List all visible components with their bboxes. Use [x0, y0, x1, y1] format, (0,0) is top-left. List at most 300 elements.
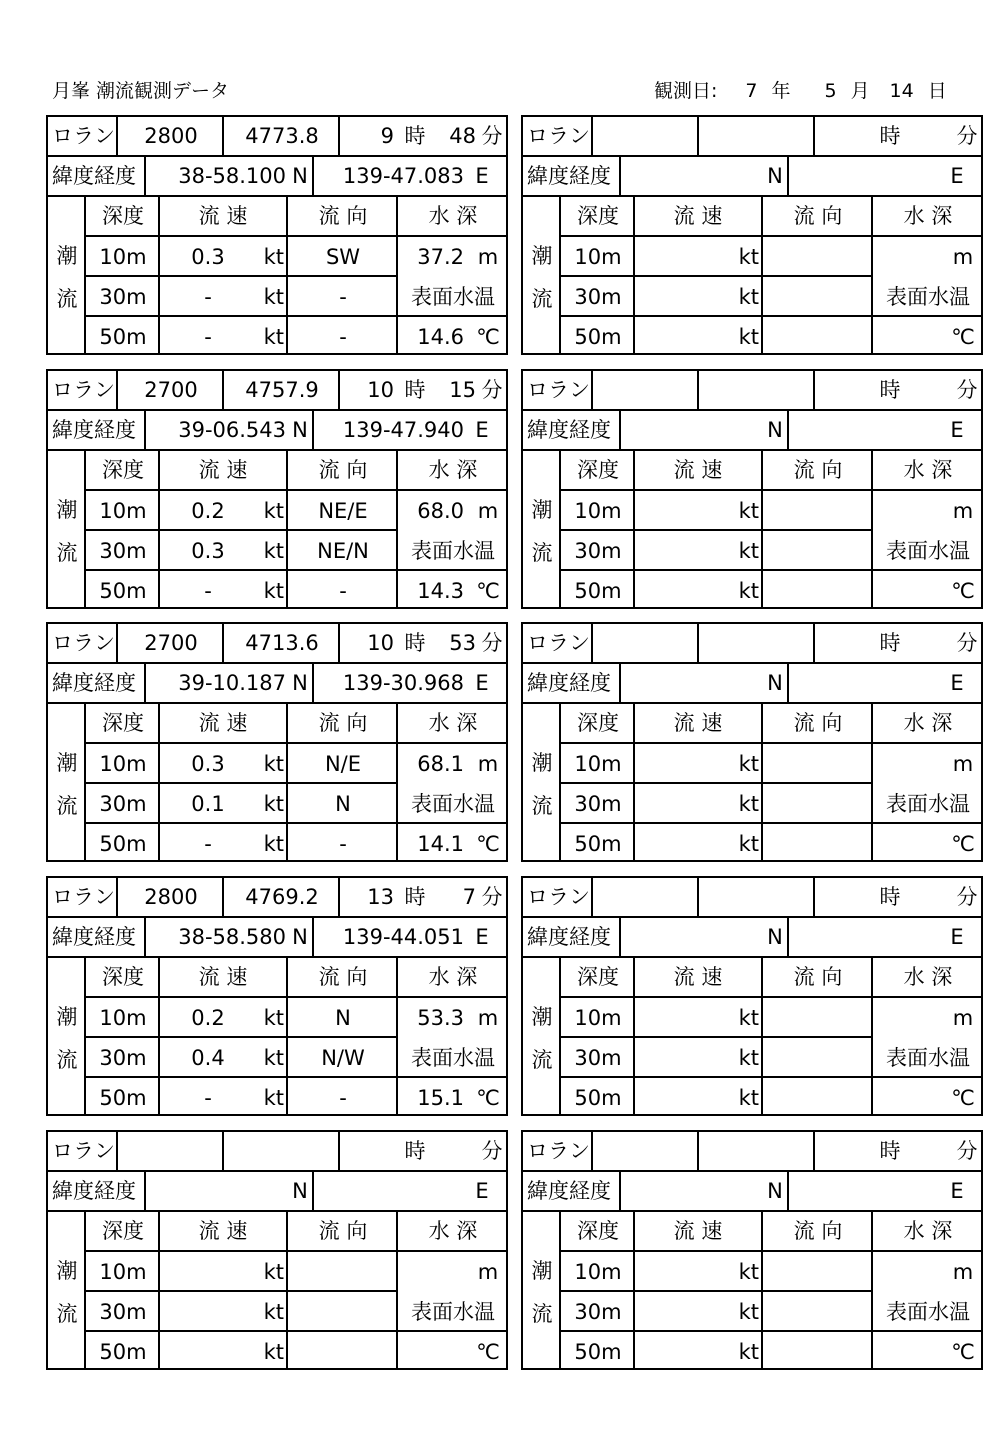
time-minute: 7	[462, 885, 476, 909]
longitude-value	[789, 411, 939, 449]
east-label: E	[950, 164, 964, 188]
direction-10m	[763, 744, 873, 784]
kt-unit-10m: kt	[263, 1260, 284, 1284]
tide-label-2: 流	[56, 287, 78, 311]
minute-label: 分	[956, 378, 978, 402]
time-hour: 9	[380, 124, 394, 148]
loran-value-2: 4769.2	[245, 885, 319, 909]
direction-10m: N/E	[324, 752, 362, 776]
east-label: E	[475, 418, 489, 442]
depth-10m-label: 10m	[99, 1260, 147, 1284]
water-depth-header: 水 深	[903, 1219, 953, 1243]
minute-label: 分	[481, 885, 503, 909]
loran-value-2: 4773.8	[245, 124, 319, 148]
loran-value-2	[699, 371, 815, 409]
tide-label-2: 流	[531, 541, 553, 565]
loran-label: ロラン	[527, 631, 590, 655]
meter-unit: m	[952, 1260, 974, 1284]
kt-unit-30m: kt	[263, 285, 284, 309]
direction-50m	[763, 571, 873, 611]
depth-50m-label: 50m	[574, 579, 622, 603]
longitude-value: 139-47.940	[342, 418, 464, 442]
speed-10m	[633, 744, 733, 784]
loran-label: ロラン	[52, 124, 115, 148]
surface-temp-label: 表面水温	[886, 285, 970, 309]
loran-label: ロラン	[52, 378, 115, 402]
north-label: N	[767, 671, 783, 695]
east-label: E	[475, 671, 489, 695]
speed-30m	[633, 531, 733, 571]
time-hour	[815, 1132, 869, 1170]
water-depth-header: 水 深	[428, 1219, 478, 1243]
direction-header: 流 向	[318, 711, 368, 735]
surface-temp-label: 表面水温	[886, 539, 970, 563]
kt-unit-50m: kt	[263, 325, 284, 349]
east-label: E	[950, 418, 964, 442]
observation-card	[521, 876, 983, 1116]
latitude-value	[619, 918, 761, 956]
latlon-label: 緯度経度	[527, 164, 611, 188]
direction-30m	[763, 1292, 873, 1332]
kt-unit-50m: kt	[738, 579, 759, 603]
depth-10m-label: 10m	[574, 499, 622, 523]
latlon-label: 緯度経度	[52, 1179, 136, 1203]
depth-10m-label: 10m	[99, 499, 147, 523]
direction-header: 流 向	[793, 711, 843, 735]
north-label: N	[292, 925, 308, 949]
meter-unit: m	[477, 1006, 499, 1030]
surface-temp-label: 表面水温	[411, 539, 495, 563]
time-hour	[340, 1132, 394, 1170]
kt-unit-10m: kt	[738, 1006, 759, 1030]
east-label: E	[950, 671, 964, 695]
hour-label: 時	[404, 1139, 426, 1163]
depth-header: 深度	[102, 204, 144, 228]
surface-temp-value: 14.6	[417, 325, 464, 349]
water-depth-header: 水 深	[903, 711, 953, 735]
north-label: N	[292, 1179, 308, 1203]
east-label: E	[475, 925, 489, 949]
direction-50m: -	[339, 579, 347, 603]
kt-unit-10m: kt	[263, 245, 284, 269]
east-label: E	[475, 164, 489, 188]
loran-value-1	[118, 1132, 224, 1170]
latitude-value	[619, 157, 761, 195]
depth-30m-label: 30m	[99, 792, 147, 816]
observation-card	[521, 115, 983, 355]
depth-header: 深度	[577, 1219, 619, 1243]
depth-header: 深度	[577, 711, 619, 735]
water-depth-value	[873, 237, 939, 277]
speed-30m	[633, 1038, 733, 1078]
speed-30m	[158, 1292, 258, 1332]
direction-10m	[763, 491, 873, 531]
time-minute	[905, 1132, 951, 1170]
hour-label: 時	[879, 124, 901, 148]
loran-value-2: 4713.6	[245, 631, 319, 655]
latlon-label: 緯度経度	[527, 418, 611, 442]
celsius-unit: ℃	[951, 1340, 975, 1364]
latitude-value: 39-10.187	[178, 671, 286, 695]
speed-header: 流 速	[673, 458, 723, 482]
depth-30m-label: 30m	[99, 1046, 147, 1070]
speed-10m: 0.3	[191, 245, 225, 269]
meter-unit: m	[477, 245, 499, 269]
depth-30m-label: 30m	[99, 1300, 147, 1324]
depth-50m-label: 50m	[574, 832, 622, 856]
direction-30m: N/W	[321, 1046, 365, 1070]
loran-label: ロラン	[527, 124, 590, 148]
direction-10m: SW	[325, 245, 361, 269]
latlon-label: 緯度経度	[52, 925, 136, 949]
direction-10m	[763, 998, 873, 1038]
loran-label: ロラン	[52, 885, 115, 909]
depth-50m-label: 50m	[99, 325, 147, 349]
date-label: 観測日:	[654, 80, 718, 102]
observation-card	[521, 369, 983, 609]
observation-card	[46, 876, 508, 1116]
celsius-unit: ℃	[476, 1086, 500, 1110]
minute-label: 分	[956, 631, 978, 655]
loran-value-2	[699, 878, 815, 916]
speed-30m	[633, 784, 733, 824]
direction-header: 流 向	[793, 1219, 843, 1243]
page-title: 月峯 潮流観測データ	[52, 80, 230, 102]
tide-label-2: 流	[56, 1048, 78, 1072]
depth-50m-label: 50m	[99, 579, 147, 603]
water-depth-header: 水 深	[903, 965, 953, 989]
water-depth-value: 37.2	[417, 245, 464, 269]
speed-header: 流 速	[673, 965, 723, 989]
north-label: N	[767, 1179, 783, 1203]
tide-label-2: 流	[56, 794, 78, 818]
water-depth-value	[873, 998, 939, 1038]
celsius-unit: ℃	[476, 325, 500, 349]
depth-50m-label: 50m	[99, 832, 147, 856]
speed-header: 流 速	[673, 711, 723, 735]
north-label: N	[767, 418, 783, 442]
loran-value-2: 4757.9	[245, 378, 319, 402]
depth-30m-label: 30m	[574, 1046, 622, 1070]
kt-unit-50m: kt	[738, 1340, 759, 1364]
tide-label-1: 潮	[56, 751, 78, 775]
tide-label-1: 潮	[56, 244, 78, 268]
water-depth-value	[873, 1252, 939, 1292]
time-minute	[905, 624, 951, 662]
minute-label: 分	[481, 1139, 503, 1163]
tide-label-2: 流	[56, 541, 78, 565]
water-depth-value: 53.3	[417, 1006, 464, 1030]
tide-label-1: 潮	[56, 1005, 78, 1029]
kt-unit-50m: kt	[738, 832, 759, 856]
loran-value-2	[699, 624, 815, 662]
surface-temp-label: 表面水温	[886, 1300, 970, 1324]
loran-value-2	[699, 1132, 815, 1170]
minute-label: 分	[956, 885, 978, 909]
celsius-unit: ℃	[476, 1340, 500, 1364]
water-depth-header: 水 深	[428, 458, 478, 482]
kt-unit-10m: kt	[738, 499, 759, 523]
north-label: N	[292, 164, 308, 188]
speed-10m	[633, 491, 733, 531]
depth-30m-label: 30m	[574, 792, 622, 816]
tide-label-2: 流	[531, 1302, 553, 1326]
speed-10m: 0.2	[191, 1006, 225, 1030]
latlon-label: 緯度経度	[527, 925, 611, 949]
depth-10m-label: 10m	[574, 752, 622, 776]
depth-header: 深度	[102, 711, 144, 735]
loran-value-2	[224, 1132, 340, 1170]
kt-unit-50m: kt	[738, 325, 759, 349]
meter-unit: m	[952, 752, 974, 776]
direction-30m: -	[339, 285, 347, 309]
loran-value-1	[593, 1132, 699, 1170]
longitude-value	[789, 1172, 939, 1210]
loran-label: ロラン	[52, 631, 115, 655]
speed-50m	[633, 317, 733, 357]
time-hour: 13	[367, 885, 394, 909]
speed-50m	[633, 1078, 733, 1118]
depth-header: 深度	[102, 458, 144, 482]
direction-30m: N	[335, 792, 351, 816]
time-minute	[905, 371, 951, 409]
direction-10m: NE/E	[318, 499, 368, 523]
date-month-unit: 月	[850, 80, 870, 102]
depth-50m-label: 50m	[99, 1340, 147, 1364]
loran-value-1: 2700	[144, 378, 198, 402]
tide-label-2: 流	[531, 1048, 553, 1072]
depth-10m-label: 10m	[574, 245, 622, 269]
depth-header: 深度	[102, 1219, 144, 1243]
depth-header: 深度	[102, 965, 144, 989]
speed-30m	[633, 1292, 733, 1332]
kt-unit-50m: kt	[263, 1086, 284, 1110]
longitude-value	[789, 157, 939, 195]
water-depth-value	[873, 744, 939, 784]
loran-label: ロラン	[527, 885, 590, 909]
depth-50m-label: 50m	[574, 1086, 622, 1110]
surface-temp-label: 表面水温	[411, 285, 495, 309]
minute-label: 分	[956, 124, 978, 148]
depth-30m-label: 30m	[574, 285, 622, 309]
speed-header: 流 速	[198, 711, 248, 735]
time-hour	[815, 371, 869, 409]
direction-header: 流 向	[793, 458, 843, 482]
kt-unit-30m: kt	[263, 1300, 284, 1324]
celsius-unit: ℃	[951, 579, 975, 603]
latlon-label: 緯度経度	[52, 671, 136, 695]
loran-value-1: 2800	[144, 885, 198, 909]
surface-temp-value: 14.3	[417, 579, 464, 603]
speed-50m: -	[204, 832, 212, 856]
observation-card	[521, 622, 983, 862]
kt-unit-30m: kt	[738, 285, 759, 309]
direction-10m	[763, 237, 873, 277]
direction-30m	[763, 531, 873, 571]
time-minute: 15	[449, 378, 476, 402]
loran-value-1	[593, 371, 699, 409]
kt-unit-30m: kt	[738, 1300, 759, 1324]
depth-50m-label: 50m	[574, 1340, 622, 1364]
latlon-label: 緯度経度	[52, 164, 136, 188]
time-minute	[430, 1132, 476, 1170]
north-label: N	[292, 671, 308, 695]
north-label: N	[292, 418, 308, 442]
longitude-value	[314, 1172, 464, 1210]
tide-label-1: 潮	[531, 751, 553, 775]
celsius-unit: ℃	[951, 325, 975, 349]
time-minute: 53	[449, 631, 476, 655]
speed-50m: -	[204, 1086, 212, 1110]
time-minute	[905, 117, 951, 155]
speed-50m	[633, 1332, 733, 1372]
latitude-value: 39-06.543	[178, 418, 286, 442]
depth-10m-label: 10m	[99, 245, 147, 269]
latitude-value	[619, 411, 761, 449]
tide-label-1: 潮	[531, 244, 553, 268]
meter-unit: m	[952, 1006, 974, 1030]
surface-temp-label: 表面水温	[411, 1300, 495, 1324]
observation-card	[46, 1130, 508, 1370]
kt-unit-10m: kt	[263, 752, 284, 776]
minute-label: 分	[481, 124, 503, 148]
kt-unit-10m: kt	[738, 245, 759, 269]
speed-10m	[158, 1252, 258, 1292]
tide-label-2: 流	[531, 794, 553, 818]
east-label: E	[950, 1179, 964, 1203]
longitude-value	[789, 664, 939, 702]
direction-30m	[288, 1292, 398, 1332]
kt-unit-50m: kt	[263, 1340, 284, 1364]
hour-label: 時	[879, 631, 901, 655]
depth-10m-label: 10m	[574, 1006, 622, 1030]
depth-30m-label: 30m	[99, 539, 147, 563]
direction-header: 流 向	[318, 204, 368, 228]
tide-label-1: 潮	[56, 1259, 78, 1283]
kt-unit-50m: kt	[263, 832, 284, 856]
latlon-label: 緯度経度	[527, 671, 611, 695]
direction-10m	[288, 1252, 398, 1292]
direction-50m	[288, 1332, 398, 1372]
surface-temp-label: 表面水温	[886, 792, 970, 816]
date-day: 14	[889, 80, 914, 102]
date-month: 5	[824, 80, 837, 102]
direction-50m	[763, 824, 873, 864]
direction-30m	[763, 784, 873, 824]
speed-10m: 0.3	[191, 752, 225, 776]
hour-label: 時	[404, 885, 426, 909]
speed-header: 流 速	[198, 965, 248, 989]
surface-temp-value: 15.1	[417, 1086, 464, 1110]
time-hour	[815, 878, 869, 916]
time-hour: 10	[367, 631, 394, 655]
longitude-value: 139-44.051	[342, 925, 464, 949]
speed-30m: 0.4	[191, 1046, 225, 1070]
meter-unit: m	[477, 499, 499, 523]
tide-label-2: 流	[56, 1302, 78, 1326]
water-depth-value: 68.1	[417, 752, 464, 776]
direction-50m: -	[339, 325, 347, 349]
depth-50m-label: 50m	[99, 1086, 147, 1110]
direction-header: 流 向	[318, 1219, 368, 1243]
time-minute	[905, 878, 951, 916]
north-label: N	[767, 164, 783, 188]
depth-10m-label: 10m	[99, 752, 147, 776]
east-label: E	[475, 1179, 489, 1203]
kt-unit-50m: kt	[263, 579, 284, 603]
minute-label: 分	[956, 1139, 978, 1163]
direction-50m	[763, 317, 873, 357]
depth-header: 深度	[577, 204, 619, 228]
celsius-unit: ℃	[951, 1086, 975, 1110]
direction-30m	[763, 277, 873, 317]
speed-header: 流 速	[198, 1219, 248, 1243]
tide-label-1: 潮	[531, 1259, 553, 1283]
direction-30m: NE/N	[317, 539, 369, 563]
time-hour	[815, 624, 869, 662]
observation-card	[46, 622, 508, 862]
latlon-label: 緯度経度	[52, 418, 136, 442]
direction-header: 流 向	[318, 965, 368, 989]
kt-unit-30m: kt	[738, 1046, 759, 1070]
speed-10m	[633, 998, 733, 1038]
latitude-value	[144, 1172, 286, 1210]
speed-header: 流 速	[673, 1219, 723, 1243]
speed-50m	[633, 571, 733, 611]
surface-temp-value: 14.1	[417, 832, 464, 856]
speed-50m	[158, 1332, 258, 1372]
speed-30m: 0.3	[191, 539, 225, 563]
direction-header: 流 向	[793, 965, 843, 989]
direction-header: 流 向	[318, 458, 368, 482]
hour-label: 時	[879, 1139, 901, 1163]
loran-label: ロラン	[52, 1139, 115, 1163]
kt-unit-30m: kt	[738, 539, 759, 563]
latitude-value: 38-58.580	[178, 925, 286, 949]
longitude-value	[789, 918, 939, 956]
date-day-unit: 日	[927, 80, 947, 102]
hour-label: 時	[879, 885, 901, 909]
east-label: E	[950, 925, 964, 949]
hour-label: 時	[404, 631, 426, 655]
meter-unit: m	[477, 1260, 499, 1284]
direction-10m: N	[335, 1006, 351, 1030]
tide-label-1: 潮	[531, 498, 553, 522]
tide-label-2: 流	[531, 287, 553, 311]
meter-unit: m	[952, 499, 974, 523]
surface-temp-label: 表面水温	[886, 1046, 970, 1070]
meter-unit: m	[477, 752, 499, 776]
water-depth-header: 水 深	[428, 204, 478, 228]
loran-value-1: 2800	[144, 124, 198, 148]
kt-unit-50m: kt	[738, 1086, 759, 1110]
kt-unit-30m: kt	[263, 1046, 284, 1070]
date-year: 7	[745, 80, 758, 102]
loran-value-1: 2700	[144, 631, 198, 655]
longitude-value: 139-47.083	[342, 164, 464, 188]
water-depth-header: 水 深	[428, 965, 478, 989]
speed-10m	[633, 237, 733, 277]
kt-unit-30m: kt	[738, 792, 759, 816]
latitude-value	[619, 664, 761, 702]
speed-header: 流 速	[673, 204, 723, 228]
depth-header: 深度	[577, 458, 619, 482]
water-depth-header: 水 深	[428, 711, 478, 735]
direction-50m: -	[339, 832, 347, 856]
meter-unit: m	[952, 245, 974, 269]
speed-50m: -	[204, 325, 212, 349]
depth-30m-label: 30m	[574, 1300, 622, 1324]
